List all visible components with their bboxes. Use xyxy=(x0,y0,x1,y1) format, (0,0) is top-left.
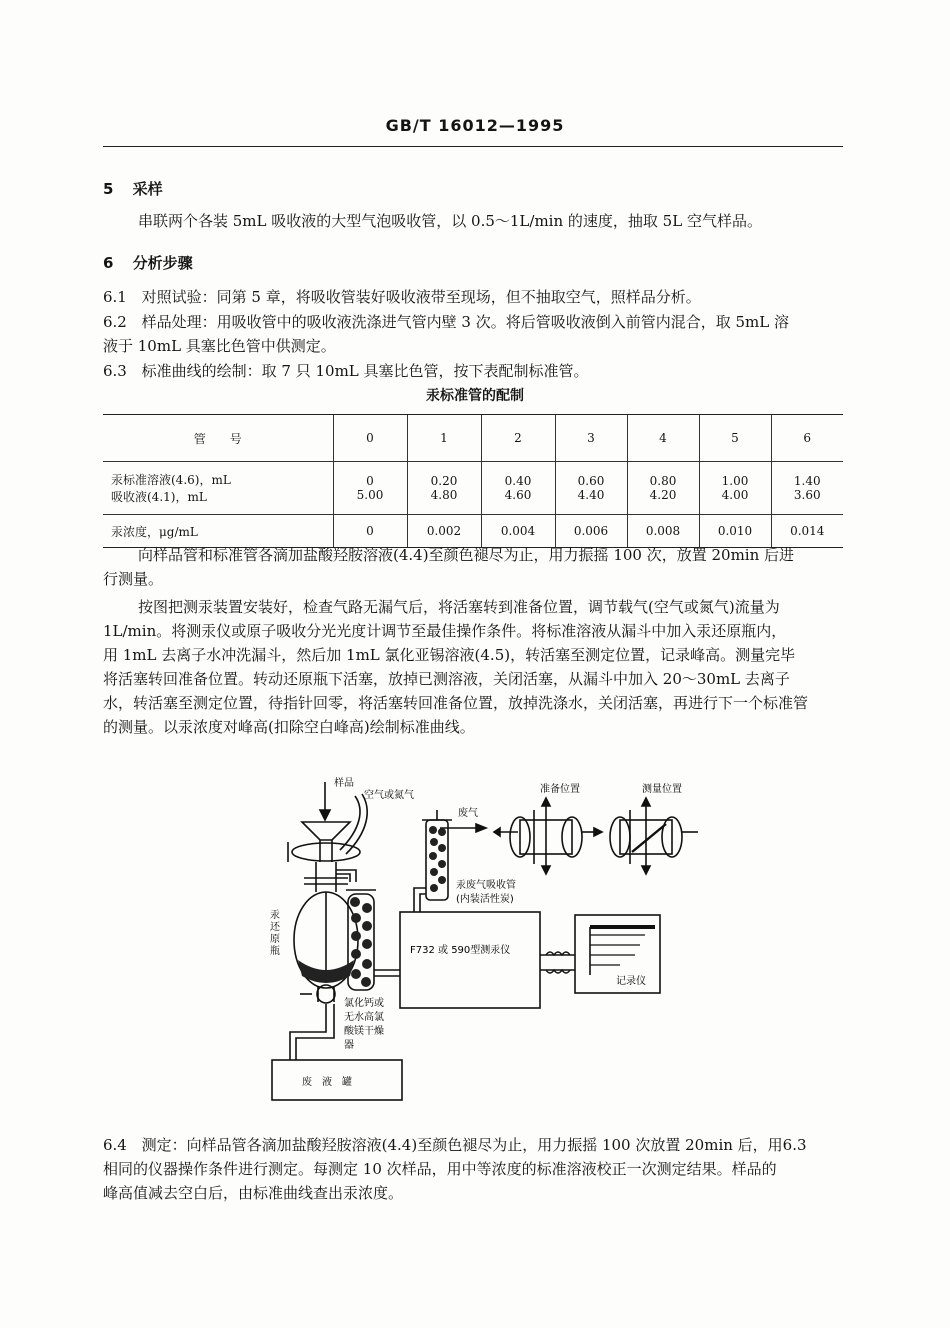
table-row xyxy=(103,462,843,489)
waste-tank-label: 废 液 罐 xyxy=(302,1077,352,1088)
paragraph-line: 用 1mL 去离子水冲洗漏斗，然后加 1mL 氯化亚锡溶液(4.5)，转活塞至测定位置，记录峰高。测量完毕 xyxy=(103,646,796,664)
sample-arrowhead xyxy=(320,810,330,820)
paragraph-line: 1L/min。将测汞仪或原子吸收分光光度计调节至最佳操作条件。将标准溶液从漏斗中加入汞还原瓶内， xyxy=(103,622,787,640)
table-cell: 0 xyxy=(333,515,407,548)
table-cell: 0.60 xyxy=(555,462,627,489)
tube-number: 0 xyxy=(333,415,407,462)
table-cell: 0.008 xyxy=(627,515,699,548)
clause-number: 6.3 xyxy=(103,362,127,380)
table-cell: 4.00 xyxy=(699,488,771,515)
table-cell: 1.40 xyxy=(771,462,843,489)
flask-label-char: 还 xyxy=(270,922,280,933)
tube-number: 5 xyxy=(699,415,771,462)
tube-number: 4 xyxy=(627,415,699,462)
table-cell: 4.60 xyxy=(481,488,555,515)
absorber-label: 汞废气吸收管 xyxy=(456,880,516,891)
row-label: 汞浓度，μg/mL xyxy=(103,515,333,548)
paragraph-line: 峰高值减去空白后，由标准曲线查出汞浓度。 xyxy=(103,1184,404,1202)
clause-text: 测定：向样品管各滴加盐酸羟胺溶液(4.4)至颜色褪尽为止，用力振摇 100 次放置 20min 后，用6.3 xyxy=(141,1136,807,1154)
table-cell: 0.80 xyxy=(627,462,699,489)
row-label: 吸收液(4.1)，mL xyxy=(111,490,207,504)
dryer-label-line: 酸镁干燥 xyxy=(344,1026,384,1037)
paragraph-line: 行测量。 xyxy=(103,570,164,588)
header-rule xyxy=(103,146,843,147)
table-header-row xyxy=(103,415,843,462)
section-title: 分析步骤 xyxy=(132,254,193,272)
section-5-text: 串联两个各装 5mL 吸收液的大型气泡吸收管，以 0.5～1L/min 的速度，抽取 5L 空气样品。 xyxy=(138,212,762,230)
table-cell: 1.00 xyxy=(699,462,771,489)
tube-number: 1 xyxy=(407,415,481,462)
tube-number: 3 xyxy=(555,415,627,462)
paragraph-line: 相同的仪器操作条件进行测定。每测定 10 次样品，用中等浓度的标准溶液校正一次测定结果。样品的 xyxy=(103,1160,777,1178)
standard-tube-table xyxy=(103,414,843,548)
paragraph-line: 将活塞转回准备位置。转动还原瓶下活塞，放掉已测溶液，关闭活塞，从漏斗中加入 20～30mL 去离子 xyxy=(103,670,790,688)
clause-number: 6.1 xyxy=(103,288,127,306)
table-cell: 0.004 xyxy=(481,515,555,548)
table-cell: 4.20 xyxy=(627,488,699,515)
table-row xyxy=(103,488,843,515)
section-number: 5 xyxy=(103,180,114,198)
flask-label-char: 原 xyxy=(270,934,280,945)
clause-number: 6.4 xyxy=(103,1136,127,1154)
air-or-nitrogen-label: 空气或氮气 xyxy=(364,790,414,801)
table-cell: 3.60 xyxy=(771,488,843,515)
header-cell: 管 号 xyxy=(103,415,333,462)
absorber-note: (内装活性炭) xyxy=(456,894,514,905)
recorder-label: 记录仪 xyxy=(616,976,646,987)
standby-position-label: 准备位置 xyxy=(540,784,580,795)
clause-6-1 xyxy=(103,285,701,309)
table-cell: 0 xyxy=(333,462,407,489)
row-label: 汞标准溶液(4.6)，mL xyxy=(111,473,231,487)
mercury-apparatus-diagram xyxy=(250,770,710,1110)
table-caption: 汞标准管的配制 xyxy=(426,388,524,404)
section-6-heading xyxy=(103,252,193,273)
table-cell: 4.80 xyxy=(407,488,481,515)
clause-6-3 xyxy=(103,359,589,383)
mercury-analyzer-box xyxy=(400,912,540,1008)
tube-number: 2 xyxy=(481,415,555,462)
paragraph-line: 水，转活塞至测定位置，待指针回零，将活塞转回准备位置，放掉洗涤水，关闭活塞，再进行下一个标准管 xyxy=(103,694,809,712)
paragraph-line: 按图把测汞装置安装好，检查气路无漏气后，将活塞转到准备位置，调节载气(空气或氮气)流量为 xyxy=(138,598,780,616)
section-5-heading xyxy=(103,178,163,199)
table-cell: 0.010 xyxy=(699,515,771,548)
funnel xyxy=(302,822,350,840)
instrument-label: F732 或 590型测汞仪 xyxy=(410,945,511,956)
clause-6-4 xyxy=(103,1133,807,1157)
clause-text: 对照试验：同第 5 章，将吸收管装好吸收液带至现场，但不抽取空气，照样品分析。 xyxy=(141,288,701,306)
section-number: 6 xyxy=(103,254,114,272)
waste-gas-label: 废气 xyxy=(458,808,478,819)
table-cell: 0.40 xyxy=(481,462,555,489)
table-cell: 0.002 xyxy=(407,515,481,548)
sample-label: 样品 xyxy=(334,778,354,789)
dryer-label-line: 无水高氯 xyxy=(344,1012,384,1023)
tube-number: 6 xyxy=(771,415,843,462)
section-title: 采样 xyxy=(132,180,163,198)
clause-text: 标准曲线的绘制：取 7 只 10mL 具塞比色管，按下表配制标准管。 xyxy=(141,362,589,380)
table-cell: 5.00 xyxy=(333,488,407,515)
measuring-position-label: 测量位置 xyxy=(642,784,682,795)
dryer-label-line: 器 xyxy=(344,1040,354,1051)
table-cell: 4.40 xyxy=(555,488,627,515)
measuring-valve-sketch xyxy=(610,798,698,874)
stopcock xyxy=(292,843,360,861)
table-cell: 0.014 xyxy=(771,515,843,548)
clause-6-2 xyxy=(103,310,789,334)
table-cell: 0.006 xyxy=(555,515,627,548)
paragraph-line: 向样品管和标准管各滴加盐酸羟胺溶液(4.4)至颜色褪尽为止，用力振摇 100 次，放置 20min 后进 xyxy=(138,546,795,564)
clause-number: 6.2 xyxy=(103,313,127,331)
standard-code-header: GB/T 16012—1995 xyxy=(385,116,565,135)
clause-6-2-cont: 液于 10mL 具塞比色管中供测定。 xyxy=(103,337,336,355)
paragraph-line: 的测量。以汞浓度对峰高(扣除空白峰高)绘制标准曲线。 xyxy=(103,718,475,736)
dryer-label-line: 氯化钙或 xyxy=(344,998,384,1009)
table-cell: 0.20 xyxy=(407,462,481,489)
flask-label-char: 汞 xyxy=(270,910,280,921)
flask-label-char: 瓶 xyxy=(270,946,280,957)
standby-valve-sketch xyxy=(494,798,602,874)
clause-text: 样品处理：用吸收管中的吸收液洗涤进气管内壁 3 次。将后管吸收液倒入前管内混合，取 5mL 溶 xyxy=(141,313,789,331)
